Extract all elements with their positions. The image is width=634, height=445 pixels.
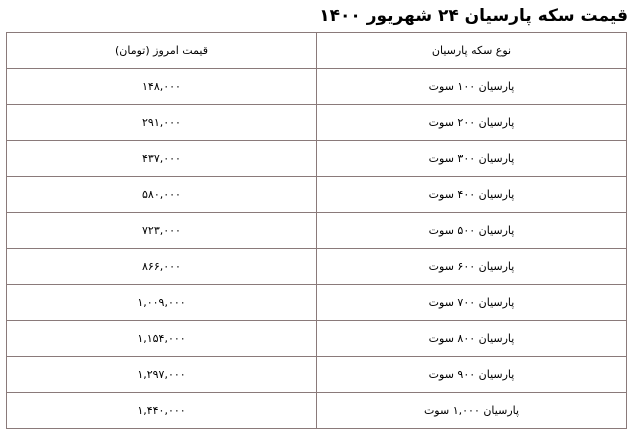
- coin-price-cell: ۱,۲۹۷,۰۰۰: [7, 357, 317, 393]
- coin-price-cell: ۱۴۸,۰۰۰: [7, 69, 317, 105]
- coin-name-cell: پارسیان ۳۰۰ سوت: [317, 141, 627, 177]
- coin-name-cell: پارسیان ۵۰۰ سوت: [317, 213, 627, 249]
- table-row: [7, 177, 627, 213]
- page-title: قیمت سکه پارسیان ۲۴ شهریور ۱۴۰۰: [319, 6, 628, 26]
- coin-price-cell: ۴۳۷,۰۰۰: [7, 141, 317, 177]
- coin-price-cell: ۷۲۳,۰۰۰: [7, 213, 317, 249]
- coin-price-cell: ۱,۴۴۰,۰۰۰: [7, 393, 317, 429]
- price-table: [6, 32, 627, 429]
- header-today-price: قیمت امروز (تومان): [7, 33, 317, 69]
- coin-price-cell: ۲۹۱,۰۰۰: [7, 105, 317, 141]
- table-header-row: [7, 33, 627, 69]
- table-row: [7, 141, 627, 177]
- coin-name-cell: پارسیان ۱,۰۰۰ سوت: [317, 393, 627, 429]
- coin-name-cell: پارسیان ۹۰۰ سوت: [317, 357, 627, 393]
- table-row: [7, 357, 627, 393]
- coin-price-cell: ۱,۱۵۴,۰۰۰: [7, 321, 317, 357]
- coin-name-cell: پارسیان ۸۰۰ سوت: [317, 321, 627, 357]
- coin-name-cell: پارسیان ۶۰۰ سوت: [317, 249, 627, 285]
- table-row: [7, 321, 627, 357]
- coin-name-cell: پارسیان ۴۰۰ سوت: [317, 177, 627, 213]
- coin-price-cell: ۸۶۶,۰۰۰: [7, 249, 317, 285]
- coin-name-cell: پارسیان ۷۰۰ سوت: [317, 285, 627, 321]
- table-row: [7, 105, 627, 141]
- coin-name-cell: پارسیان ۲۰۰ سوت: [317, 105, 627, 141]
- header-coin-type: نوع سکه پارسیان: [317, 33, 627, 69]
- table-row: [7, 285, 627, 321]
- table-row: [7, 69, 627, 105]
- coin-name-cell: پارسیان ۱۰۰ سوت: [317, 69, 627, 105]
- table-row: [7, 249, 627, 285]
- table-row: [7, 213, 627, 249]
- coin-price-cell: ۱,۰۰۹,۰۰۰: [7, 285, 317, 321]
- coin-price-cell: ۵۸۰,۰۰۰: [7, 177, 317, 213]
- table-row: [7, 393, 627, 429]
